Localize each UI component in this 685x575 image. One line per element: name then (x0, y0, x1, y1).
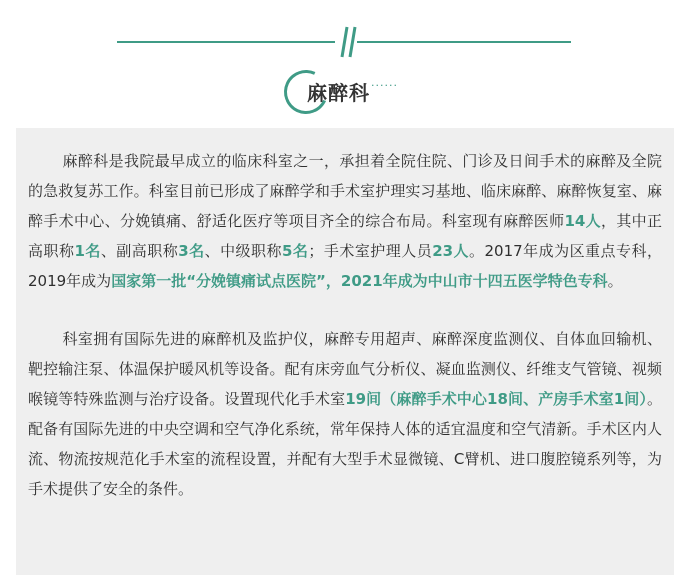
highlight-text: 国家第一批“分娩镇痛试点医院”，2021年成为中山市十四五医学特色专科 (111, 272, 608, 290)
paragraph-spacer (28, 296, 662, 324)
highlight-text: 1名 (74, 242, 101, 260)
paragraph-equipment (28, 324, 662, 504)
highlight-text: 3名 (178, 242, 205, 260)
header-divider-right (357, 41, 571, 43)
highlight-text: 5名 (282, 242, 309, 260)
header-divider-left (117, 41, 335, 43)
dotted-decoration: ······ (371, 79, 398, 92)
body-text: 、中级职称 (204, 242, 282, 260)
body-text: 麻醉科是我院最早成立的临床科室之一，承担着全院住院、门诊及日间手术的麻醉及全院的急救复苏工作。科室目前已形成了麻醉学和手术室护理实习基地、临床麻醉、麻醉恢复室、麻醉手术中心、分娩镇痛、舒适化医疗等项目齐全的综合布局。科室现有麻醉医师 (28, 152, 662, 230)
paragraph-intro (28, 146, 662, 296)
body-text: ，其中正高职称 (28, 212, 662, 260)
section-title: 麻醉科 (307, 81, 370, 105)
highlight-text: 14人 (564, 212, 601, 230)
body-text: 。2017年成为区重点专科，2019年成为 (28, 242, 662, 290)
section-header (0, 0, 685, 128)
body-text: 、副高职称 (100, 242, 179, 260)
body-text: 科室拥有国际先进的麻醉机及监护仪，麻醉专用超声、麻醉深度监测仪、自体血回输机、靶控输注泵、体温保护暖风机等设备。配有床旁血气分析仪、凝血监测仪、纤维支气管镜、视频喉镜等特殊监测与治疗设备。设置现代化手术室 (28, 330, 662, 408)
body-text: 。配备有国际先进的中央空调和空气净化系统，常年保持人体的适宜温度和空气清新。手术区内人流、物流按规范化手术室的流程设置，并配有大型手术显微镜、C臂机、进口腹腔镜系列等，为手术提供了安全的条件。 (28, 390, 662, 498)
highlight-text: 23人 (432, 242, 470, 260)
content-panel (16, 128, 674, 575)
body-text: ；手术室护理人员 (308, 242, 433, 260)
highlight-text: 19间（麻醉手术中心18间、产房手术室1间） (345, 390, 647, 408)
body-text: 。 (607, 272, 623, 290)
